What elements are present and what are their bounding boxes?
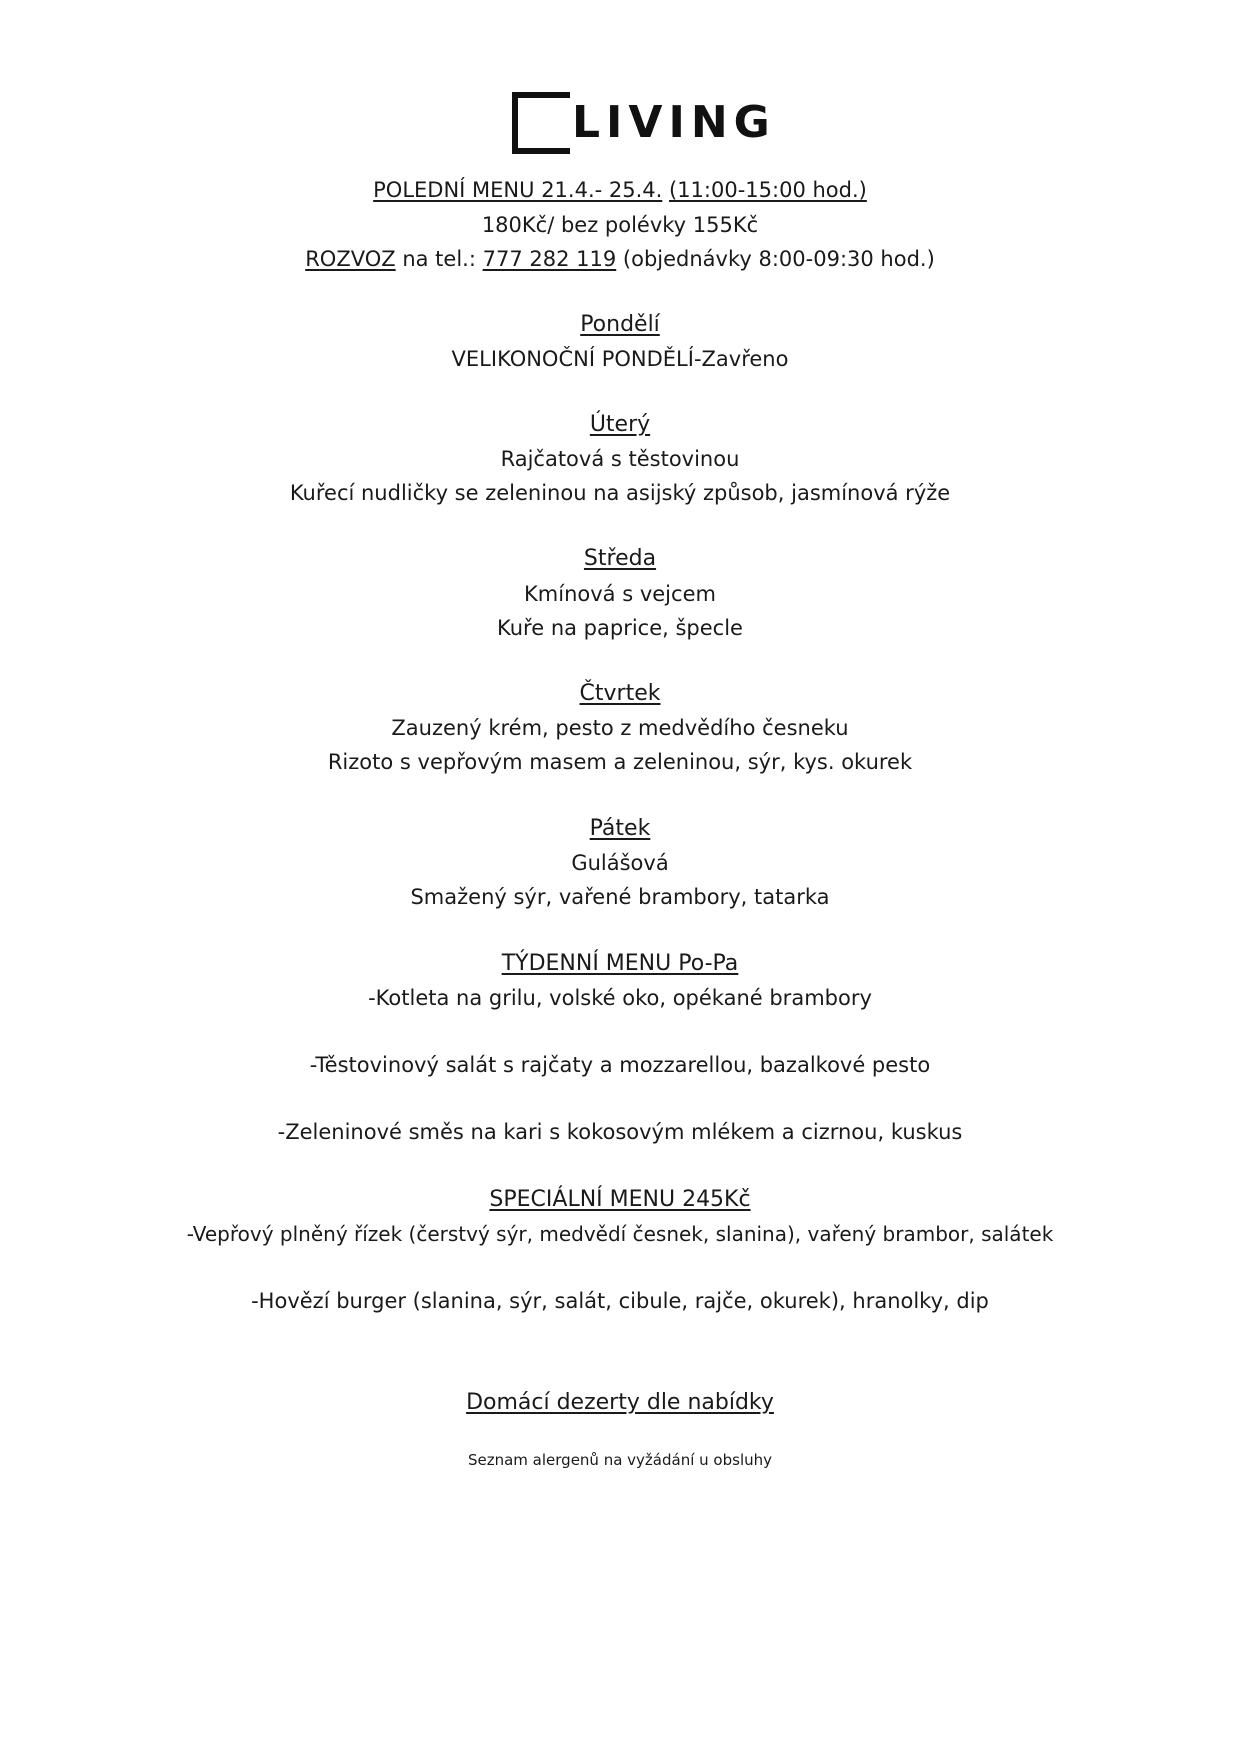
day-heading-monday: Pondělí [580,312,660,337]
menu-price: 180Kč/ bez polévky 155Kč [481,213,759,237]
menu-title: POLEDNÍ MENU 21.4.- 25.4. [373,178,663,202]
day-item: Kuře na paprice, špecle [497,616,743,640]
logo-text: LIVING [572,97,776,148]
day-item: VELIKONOČNÍ PONDĚLÍ-Zavřeno [451,347,789,371]
desserts-note: Domácí dezerty dle nabídky [466,1390,774,1415]
day-item: Kmínová s vejcem [524,582,716,606]
day-item: Zauzený krém, pesto z medvědího česneku [391,716,849,740]
logo-bracket-shape [512,92,570,154]
living-logo [512,92,776,164]
day-heading-wednesday: Středa [583,546,657,571]
menu-hours: (11:00-15:00 hod.) [669,178,867,202]
delivery-label: ROZVOZ [305,247,396,271]
delivery-phone: 777 282 119 [482,247,617,271]
weekly-menu-heading: TÝDENNÍ MENU Po-Pa [501,951,739,976]
day-item: Rajčatová s těstovinou [500,447,740,471]
delivery-orders: (objednávky 8:00-09:30 hod.) [622,247,935,271]
special-menu-heading: SPECIÁLNÍ MENU 245Kč [489,1187,751,1212]
day-heading-tuesday: Úterý [589,412,651,437]
day-item: Rizoto s vepřovým masem a zeleninou, sýr, kys. okurek [327,750,913,774]
delivery-text: na tel.: [402,247,476,271]
special-item: -Vepřový plněný řízek (čerstvý sýr, medvědí česnek, slanina), vařený brambor, salátek [186,1222,1054,1246]
weekly-item: -Kotleta na grilu, volské oko, opékané brambory [368,986,872,1010]
day-item: Gulášová [571,851,669,875]
day-heading-friday: Pátek [589,816,651,841]
delivery-line [0,245,1240,273]
special-item: -Hovězí burger (slanina, sýr, salát, cibule, rajče, okurek), hranolky, dip [251,1289,989,1313]
day-item: Kuřecí nudličky se zeleninou na asijský způsob, jasmínová rýže [289,481,951,505]
day-item: Smažený sýr, vařené brambory, tatarka [410,885,830,909]
allergens-note: Seznam alergenů na vyžádání u obsluhy [467,1451,772,1469]
day-heading-thursday: Čtvrtek [579,681,661,706]
weekly-item: -Těstovinový salát s rajčaty a mozzarellou, bazalkové pesto [309,1053,931,1077]
menu-header-line [0,176,1240,204]
weekly-item: -Zeleninové směs na kari s kokosovým mlékem a cizrnou, kuskus [277,1120,963,1144]
